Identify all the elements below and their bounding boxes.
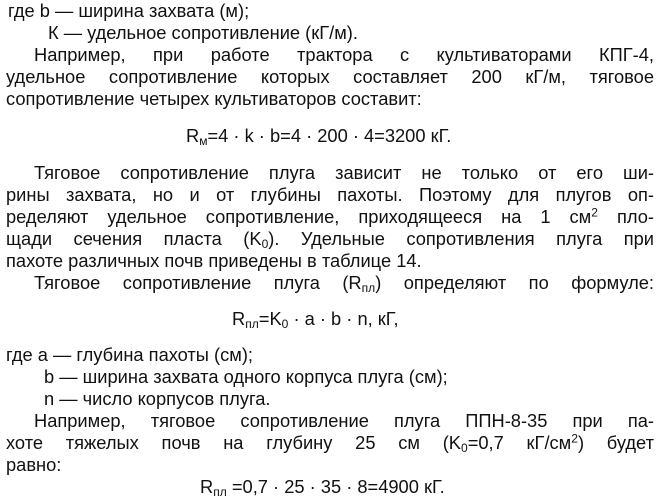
legend-line-b: где b — ширина захвата (м); (8, 0, 250, 21)
paragraph-plow-line: щади сечения пласта $(K_0)$. Удельные сопротивления плуга при (6, 228, 655, 252)
paragraph-plow-line: рины захвата, но и от глубины пахоты. Поэтому для плугов оп- (6, 184, 654, 205)
paragraph-plow-line: ределяют удельное сопротивление, приходящееся на 1 $см^2$ пло- (6, 205, 654, 227)
paragraph-example-line: удельное сопротивление которых составляет 200 кГ/м, тяговое (6, 66, 654, 87)
paragraph-example-line: сопротивление четырех культиваторов составит: (6, 88, 422, 109)
paragraph-plow-line: Тяговое сопротивление плуга зависит не только от его ши- (34, 162, 654, 183)
legend-line-b2: b — ширина захвата одного корпуса плуга (см); (44, 366, 448, 387)
legend-line-a: где a — глубина пахоты (см); (6, 344, 253, 365)
paragraph-example2-line: Например, тяговое сопротивление плуга ППН-8-35 при па- (34, 410, 654, 431)
legend-line-k: К — удельное сопротивление (кГ/м). (48, 22, 358, 43)
legend-line-n: n — число корпусов плуга. (44, 388, 271, 409)
paragraph-example2-line: равно: (6, 454, 62, 475)
paragraph-formula-intro: Тяговое сопротивление плуга $(R_{пл})$ определяют по формуле: (34, 272, 655, 296)
paragraph-example2-line: хоте тяжелых почв на глубину 25 см ($K_0=0,7$ $кГ/см^2$) будет (6, 431, 654, 456)
paragraph-plow-line: пахоте различных почв приведены в таблице 14. (6, 250, 422, 271)
formula-rpl: $R_{пл}=K_0 \cdot a \cdot b \cdot n$, кГ, (232, 308, 399, 332)
formula-rm: $R_м=4 \cdot k \cdot b=4 \cdot 200 \cdot 4=3200$ кГ. (186, 125, 452, 149)
paragraph-example-line: Например, при работе трактора с культиваторами КПГ-4, (34, 44, 654, 65)
formula-result: $R_{пл} =0,7 \cdot 25 \cdot 35 \cdot 8=4900$ кГ. (200, 476, 445, 499)
